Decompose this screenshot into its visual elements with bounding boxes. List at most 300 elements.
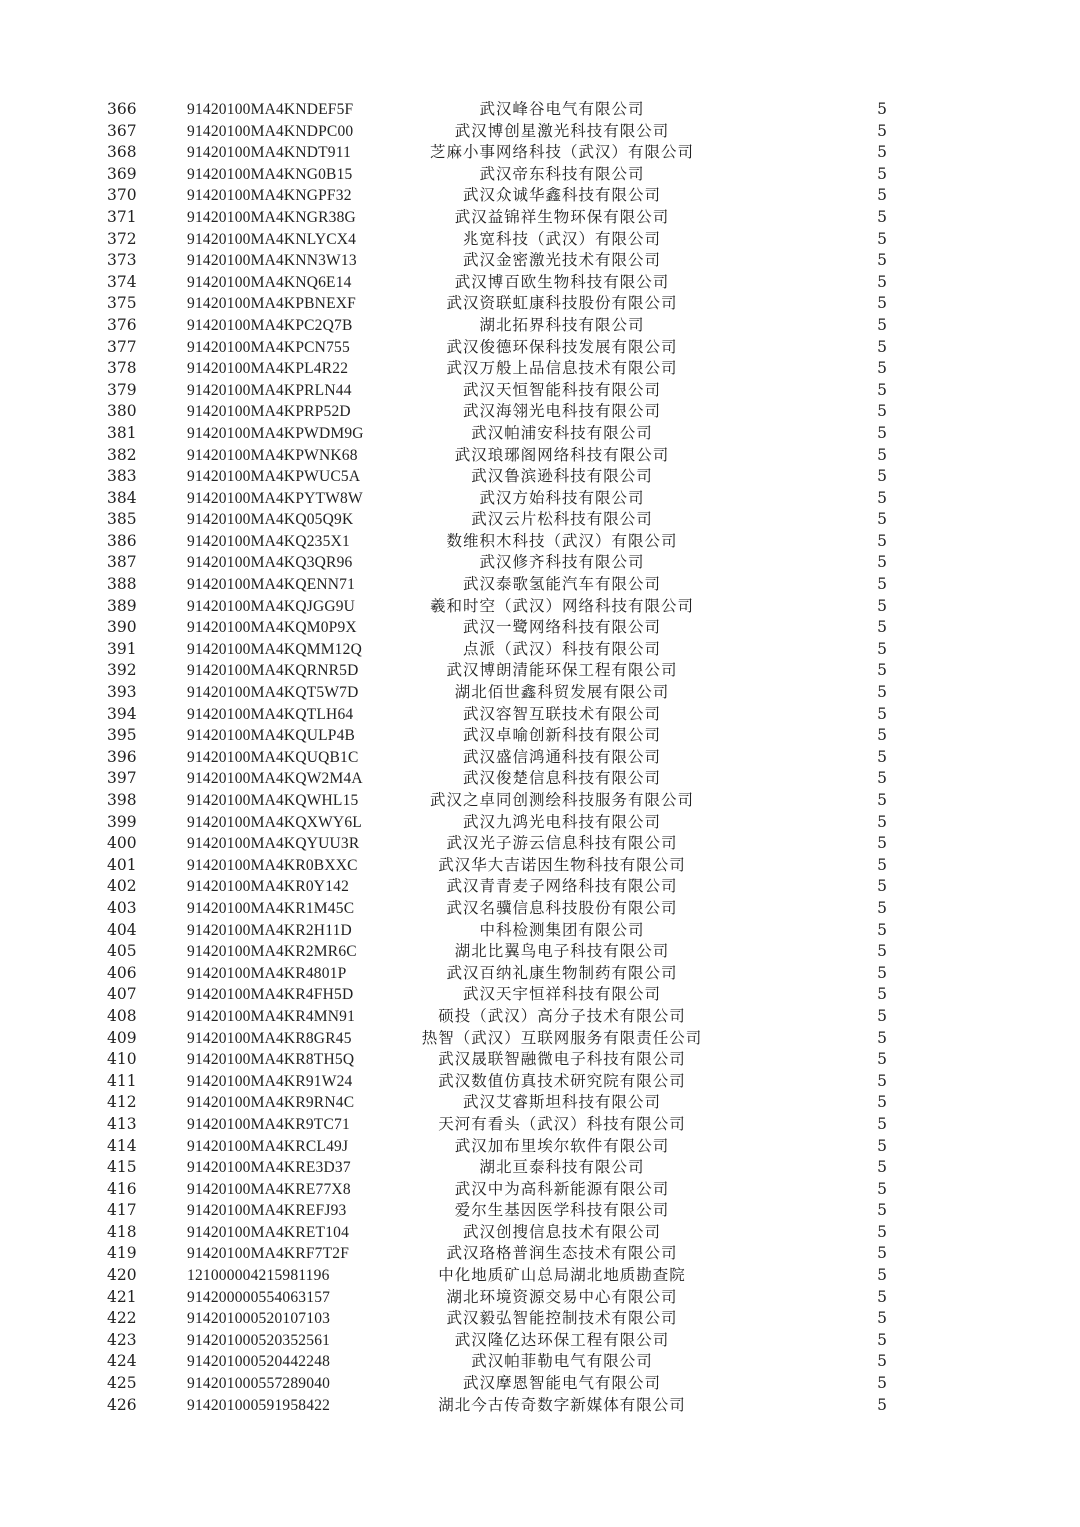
table-row (107, 768, 887, 790)
row-number: 368 (107, 143, 137, 162)
company-name: 武汉隆亿达环保工程有限公司 (454, 1330, 670, 1349)
credit-code: 91420100MA4KQ05Q9K (187, 511, 354, 529)
table-row (107, 704, 887, 726)
score-value: 5 (877, 402, 887, 421)
score-value: 5 (877, 186, 887, 205)
row-number: 418 (107, 1222, 137, 1241)
row-number: 397 (107, 769, 137, 788)
row-number: 399 (107, 812, 137, 831)
credit-code: 91420100MA4KPRLN44 (187, 381, 352, 399)
company-name: 武汉名骥信息科技股份有限公司 (446, 898, 678, 917)
credit-code: 91420100MA4KNDT911 (187, 144, 352, 162)
table-row (107, 1222, 887, 1244)
credit-code: 91420100MA4KRF7T2F (187, 1245, 350, 1263)
company-name: 热智（武汉）互联网服务有限责任公司 (421, 1028, 703, 1047)
score-value: 5 (877, 942, 887, 961)
credit-code: 91420100MA4KQYUU3R (187, 835, 360, 853)
company-name: 羲和时空（武汉）网络科技有限公司 (429, 596, 694, 615)
table-row (107, 401, 887, 423)
table-row (107, 876, 887, 898)
table-row (107, 1373, 887, 1395)
score-value: 5 (877, 164, 887, 183)
credit-code: 91420100MA4KRE77X8 (187, 1180, 351, 1198)
credit-code: 91420100MA4KREFJ93 (187, 1202, 347, 1220)
row-number: 376 (107, 315, 137, 334)
score-value: 5 (877, 337, 887, 356)
table-row (107, 509, 887, 531)
row-number: 406 (107, 963, 137, 982)
table-row (107, 898, 887, 920)
company-name: 武汉卓喻创新科技有限公司 (462, 726, 661, 745)
table-row (107, 293, 887, 315)
table-row (107, 99, 887, 121)
score-value: 5 (877, 1158, 887, 1177)
table-row (107, 725, 887, 747)
row-number: 407 (107, 985, 137, 1004)
row-number: 366 (107, 100, 137, 118)
credit-code: 91420100MA4KPRP52D (187, 403, 351, 421)
company-name: 兆宽科技（武汉）有限公司 (462, 229, 661, 248)
score-value: 5 (877, 834, 887, 853)
score-value: 5 (877, 1374, 887, 1393)
score-value: 5 (877, 596, 887, 615)
table-row (107, 1395, 887, 1417)
row-number: 425 (107, 1374, 137, 1393)
company-name: 武汉俊楚信息科技有限公司 (462, 769, 661, 788)
credit-code: 91420100MA4KQT5W7D (187, 684, 359, 702)
table-row (107, 250, 887, 272)
table-row (107, 1071, 887, 1093)
table-row (107, 1265, 887, 1287)
score-value: 5 (877, 488, 887, 507)
row-number: 386 (107, 531, 137, 550)
company-name: 硕投（武汉）高分子技术有限公司 (438, 1006, 686, 1025)
credit-code: 91420100MA4KNDPC00 (187, 122, 354, 140)
score-value: 5 (877, 1330, 887, 1349)
score-value: 5 (877, 1287, 887, 1306)
score-value: 5 (877, 1222, 887, 1241)
credit-code: 91420100MA4KR4MN91 (187, 1007, 356, 1025)
credit-code: 91420100MA4KPWNK68 (187, 446, 358, 464)
row-number: 410 (107, 1050, 137, 1069)
credit-code: 91420100MA4KQUQB1C (187, 748, 359, 766)
company-name: 武汉金密激光技术有限公司 (462, 251, 661, 270)
credit-code: 91420100MA4KR9RN4C (187, 1094, 355, 1112)
credit-code: 91420100MA4KPWUC5A (187, 468, 361, 486)
credit-code: 914201000591958422 (187, 1396, 331, 1414)
table-row (107, 1092, 887, 1114)
table-row (107, 358, 887, 380)
score-value: 5 (877, 143, 887, 162)
row-number: 379 (107, 380, 137, 399)
score-value: 5 (877, 207, 887, 226)
credit-code: 91420100MA4KQTLH64 (187, 705, 354, 723)
credit-code: 91420100MA4KR4801P (187, 964, 347, 982)
row-number: 375 (107, 294, 137, 313)
table-row (107, 682, 887, 704)
credit-code: 91420100MA4KQM0P9X (187, 619, 357, 637)
score-value: 5 (877, 445, 887, 464)
row-number: 393 (107, 683, 137, 702)
credit-code: 91420100MA4KQ3QR96 (187, 554, 353, 572)
score-value: 5 (877, 704, 887, 723)
row-number: 370 (107, 186, 137, 205)
credit-code: 91420100MA4KR0BXXC (187, 856, 358, 874)
row-number: 389 (107, 596, 137, 615)
score-value: 5 (877, 1028, 887, 1047)
credit-code: 91420100MA4KQJGG9U (187, 597, 356, 615)
company-name: 武汉中为高科新能源有限公司 (454, 1179, 670, 1198)
score-value: 5 (877, 661, 887, 680)
credit-code: 914200000554063157 (187, 1288, 331, 1306)
table-row (107, 380, 887, 402)
score-value: 5 (877, 855, 887, 874)
table-row (107, 1114, 887, 1136)
row-number: 396 (107, 747, 137, 766)
table-row (107, 229, 887, 251)
credit-code: 91420100MA4KRET104 (187, 1223, 350, 1241)
credit-code: 91420100MA4KR1M45C (187, 899, 355, 917)
credit-code: 91420100MA4KNQ6E14 (187, 273, 352, 291)
credit-code: 91420100MA4KR0Y142 (187, 878, 350, 896)
table-row (107, 617, 887, 639)
row-number: 369 (107, 164, 137, 183)
credit-code: 91420100MA4KRE3D37 (187, 1159, 351, 1177)
score-value: 5 (877, 920, 887, 939)
table-row (107, 121, 887, 143)
row-number: 374 (107, 272, 137, 291)
score-value: 5 (877, 747, 887, 766)
table-row (107, 747, 887, 769)
company-name: 武汉容智互联技术有限公司 (462, 704, 661, 723)
row-number: 411 (107, 1071, 137, 1090)
credit-code: 91420100MA4KR9TC71 (187, 1115, 350, 1133)
score-value: 5 (877, 726, 887, 745)
table-row (107, 1136, 887, 1158)
company-name: 武汉天宇恒祥科技有限公司 (462, 985, 661, 1004)
score-value: 5 (877, 769, 887, 788)
row-number: 409 (107, 1028, 137, 1047)
row-number: 377 (107, 337, 137, 356)
credit-code: 91420100MA4KR2H11D (187, 921, 352, 939)
company-name: 武汉九鸿光电科技有限公司 (462, 812, 661, 831)
credit-code: 914201000520107103 (187, 1310, 331, 1328)
company-name: 武汉百纳礼康生物制药有限公司 (446, 963, 678, 982)
table-row (107, 574, 887, 596)
row-number: 371 (107, 207, 137, 226)
row-number: 412 (107, 1093, 137, 1112)
score-value: 5 (877, 553, 887, 572)
company-name: 武汉青青麦子网络科技有限公司 (446, 877, 678, 896)
score-value: 5 (877, 1114, 887, 1133)
score-value: 5 (877, 575, 887, 594)
company-name: 点派（武汉）科技有限公司 (462, 639, 661, 658)
row-number: 400 (107, 834, 137, 853)
table-row (107, 488, 887, 510)
credit-code: 91420100MA4KNLYCX4 (187, 230, 357, 248)
table-row (107, 337, 887, 359)
table-row (107, 531, 887, 553)
score-value: 5 (877, 100, 887, 118)
score-value: 5 (877, 985, 887, 1004)
company-name: 武汉博百欧生物科技有限公司 (454, 272, 670, 291)
company-name: 武汉珞格普润生态技术有限公司 (446, 1244, 678, 1263)
credit-code: 91420100MA4KR8GR45 (187, 1029, 352, 1047)
company-name: 武汉博创星激光科技有限公司 (454, 121, 670, 140)
credit-code: 91420100MA4KPL4R22 (187, 360, 349, 378)
score-value: 5 (877, 1352, 887, 1371)
row-number: 387 (107, 553, 137, 572)
table-row (107, 1049, 887, 1071)
row-number: 391 (107, 639, 137, 658)
row-number: 408 (107, 1006, 137, 1025)
credit-code: 91420100MA4KQULP4B (187, 727, 356, 745)
row-number: 388 (107, 575, 137, 594)
row-number: 401 (107, 855, 137, 874)
row-number: 392 (107, 661, 137, 680)
credit-code: 91420100MA4KQWHL15 (187, 792, 359, 809)
company-name: 武汉峰谷电气有限公司 (479, 100, 645, 118)
table-row (107, 423, 887, 445)
company-name: 武汉俊德环保科技发展有限公司 (446, 337, 678, 356)
credit-code: 91420100MA4KNGR38G (187, 208, 356, 226)
row-number: 417 (107, 1201, 137, 1220)
row-number: 382 (107, 445, 137, 464)
credit-code: 91420100MA4KNDEF5F (187, 101, 354, 118)
company-name: 湖北今古传奇数字新媒体有限公司 (438, 1395, 686, 1414)
company-name: 武汉帕浦安科技有限公司 (471, 423, 653, 442)
score-value: 5 (877, 1309, 887, 1328)
table-row (107, 941, 887, 963)
table-row (107, 1330, 887, 1352)
row-number: 415 (107, 1158, 137, 1177)
table-row (107, 812, 887, 834)
score-value: 5 (877, 467, 887, 486)
score-value: 5 (877, 531, 887, 550)
table-row (107, 1157, 887, 1179)
row-number: 380 (107, 402, 137, 421)
credit-code: 91420100MA4KR8TH5Q (187, 1051, 355, 1069)
score-value: 5 (877, 1006, 887, 1025)
table-row (107, 1028, 887, 1050)
credit-code: 91420100MA4KQ235X1 (187, 532, 350, 550)
company-name: 武汉万般上品信息技术有限公司 (446, 359, 678, 378)
table-row (107, 1351, 887, 1373)
company-name: 武汉天恒智能科技有限公司 (462, 380, 661, 399)
score-value: 5 (877, 251, 887, 270)
row-number: 423 (107, 1330, 137, 1349)
table-row (107, 790, 887, 812)
credit-code: 91420100MA4KPBNEXF (187, 295, 356, 313)
company-name: 数维积木科技（武汉）有限公司 (446, 531, 678, 550)
table-row (107, 142, 887, 164)
credit-code: 91420100MA4KPC2Q7B (187, 316, 353, 334)
row-number: 373 (107, 251, 137, 270)
table-row (107, 207, 887, 229)
row-number: 372 (107, 229, 137, 248)
score-value: 5 (877, 294, 887, 313)
table-row (107, 466, 887, 488)
credit-code: 91420100MA4KPYTW8W (187, 489, 363, 507)
score-value: 5 (877, 380, 887, 399)
company-name: 武汉博朗清能环保工程有限公司 (446, 661, 678, 680)
credit-code: 121000004215981196 (187, 1267, 330, 1285)
table-row (107, 920, 887, 942)
row-number: 402 (107, 877, 137, 896)
table-row (107, 1006, 887, 1028)
company-name: 武汉华大吉诺因生物科技有限公司 (438, 855, 686, 874)
company-name: 武汉琅琊阁网络科技有限公司 (454, 445, 670, 464)
company-name: 武汉加布里埃尔软件有限公司 (454, 1136, 670, 1155)
score-value: 5 (877, 315, 887, 334)
table-row (107, 660, 887, 682)
row-number: 421 (107, 1287, 137, 1306)
row-number: 405 (107, 942, 137, 961)
table-row (107, 963, 887, 985)
company-name: 武汉鲁滨逊科技有限公司 (471, 467, 653, 486)
score-value: 5 (877, 510, 887, 529)
score-value: 5 (877, 423, 887, 442)
credit-code: 914201000557289040 (187, 1375, 331, 1393)
credit-code: 91420100MA4KR4FH5D (187, 986, 354, 1004)
score-value: 5 (877, 877, 887, 896)
company-name: 湖北比翼鸟电子科技有限公司 (454, 942, 670, 961)
table-row (107, 1243, 887, 1265)
table-row (107, 833, 887, 855)
company-name: 武汉之卓同创测绘科技服务有限公司 (429, 791, 694, 809)
score-value: 5 (877, 1395, 887, 1414)
company-name: 武汉帝东科技有限公司 (479, 164, 645, 183)
credit-code: 91420100MA4KQMM12Q (187, 640, 362, 658)
score-value: 5 (877, 812, 887, 831)
company-name: 武汉云片松科技有限公司 (471, 510, 653, 529)
score-value: 5 (877, 1093, 887, 1112)
table-row (107, 1179, 887, 1201)
table-row (107, 1200, 887, 1222)
company-name: 湖北亘泰科技有限公司 (479, 1158, 645, 1177)
row-number: 383 (107, 467, 137, 486)
row-number: 419 (107, 1244, 137, 1263)
row-number: 420 (107, 1266, 137, 1285)
row-number: 404 (107, 920, 137, 939)
row-number: 378 (107, 359, 137, 378)
company-name: 武汉方始科技有限公司 (479, 488, 645, 507)
company-name: 湖北拓界科技有限公司 (479, 315, 645, 334)
row-number: 414 (107, 1136, 137, 1155)
credit-code: 91420100MA4KR91W24 (187, 1072, 353, 1090)
company-name: 武汉帕菲勒电气有限公司 (471, 1352, 653, 1371)
credit-code: 91420100MA4KPWDM9G (187, 424, 364, 442)
credit-code: 91420100MA4KQXWY6L (187, 813, 362, 831)
company-name: 武汉创搜信息技术有限公司 (462, 1222, 661, 1241)
score-value: 5 (877, 683, 887, 702)
credit-code: 91420100MA4KNG0B15 (187, 165, 353, 183)
row-number: 398 (107, 791, 137, 809)
company-name: 武汉毅弘智能控制技术有限公司 (446, 1309, 678, 1328)
table-row (107, 315, 887, 337)
row-number: 422 (107, 1309, 137, 1328)
score-value: 5 (877, 791, 887, 809)
score-value: 5 (877, 1266, 887, 1285)
table-row (107, 639, 887, 661)
company-name: 武汉众诚华鑫科技有限公司 (462, 186, 661, 205)
company-name: 爱尔生基因医学科技有限公司 (454, 1201, 670, 1220)
row-number: 395 (107, 726, 137, 745)
row-number: 416 (107, 1179, 137, 1198)
row-number: 381 (107, 423, 137, 442)
credit-code: 91420100MA4KPCN755 (187, 338, 350, 356)
company-name: 湖北佰世鑫科贸发展有限公司 (454, 683, 670, 702)
row-number: 394 (107, 704, 137, 723)
score-value: 5 (877, 121, 887, 140)
company-name: 武汉艾睿斯坦科技有限公司 (462, 1093, 661, 1112)
credit-code: 914201000520442248 (187, 1353, 331, 1371)
score-value: 5 (877, 1071, 887, 1090)
row-number: 384 (107, 488, 137, 507)
row-number: 385 (107, 510, 137, 529)
company-name: 武汉晟联智融微电子科技有限公司 (438, 1050, 686, 1069)
credit-code: 91420100MA4KNGPF32 (187, 187, 352, 205)
row-number: 367 (107, 121, 137, 140)
score-value: 5 (877, 618, 887, 637)
company-name: 武汉数值仿真技术研究院有限公司 (438, 1071, 686, 1090)
score-value: 5 (877, 963, 887, 982)
table-row (107, 596, 887, 618)
score-value: 5 (877, 1244, 887, 1263)
row-number: 424 (107, 1352, 137, 1371)
company-name: 武汉光子游云信息科技有限公司 (446, 834, 678, 853)
score-value: 5 (877, 359, 887, 378)
row-number: 403 (107, 898, 137, 917)
company-name: 湖北环境资源交易中心有限公司 (446, 1287, 678, 1306)
table-row (107, 552, 887, 574)
table-row (107, 164, 887, 186)
row-number: 413 (107, 1114, 137, 1133)
company-name: 武汉一鹭网络科技有限公司 (462, 618, 661, 637)
company-name: 武汉摩恩智能电气有限公司 (462, 1374, 661, 1393)
credit-code: 91420100MA4KNN3W13 (187, 252, 357, 270)
score-value: 5 (877, 1179, 887, 1198)
table-row (107, 185, 887, 207)
credit-code: 91420100MA4KQRNR5D (187, 662, 359, 680)
score-value: 5 (877, 272, 887, 291)
credit-code: 914201000520352561 (187, 1331, 331, 1349)
table-row (107, 1308, 887, 1330)
table-row (107, 855, 887, 877)
company-name: 中化地质矿山总局湖北地质勘查院 (438, 1266, 686, 1285)
company-name: 武汉益锦祥生物环保有限公司 (454, 207, 670, 226)
table-row (107, 272, 887, 294)
score-value: 5 (877, 1136, 887, 1155)
table-row (107, 1287, 887, 1309)
score-value: 5 (877, 639, 887, 658)
credit-code: 91420100MA4KR2MR6C (187, 943, 357, 961)
company-name: 武汉盛信鸿通科技有限公司 (462, 747, 661, 766)
company-name: 武汉泰歌氢能汽车有限公司 (462, 575, 661, 594)
credit-code: 91420100MA4KQW2M4A (187, 770, 363, 788)
company-name: 武汉海翎光电科技有限公司 (462, 402, 661, 421)
table-row (107, 984, 887, 1006)
company-name: 武汉修齐科技有限公司 (479, 553, 645, 572)
score-value: 5 (877, 229, 887, 248)
company-name: 武汉资联虹康科技股份有限公司 (446, 294, 678, 313)
credit-code: 91420100MA4KRCL49J (187, 1137, 349, 1155)
row-number: 390 (107, 618, 137, 637)
row-number: 426 (107, 1395, 137, 1414)
table-row (107, 445, 887, 467)
company-name: 天河有看头（武汉）科技有限公司 (438, 1114, 686, 1133)
company-name: 中科检测集团有限公司 (479, 920, 645, 939)
